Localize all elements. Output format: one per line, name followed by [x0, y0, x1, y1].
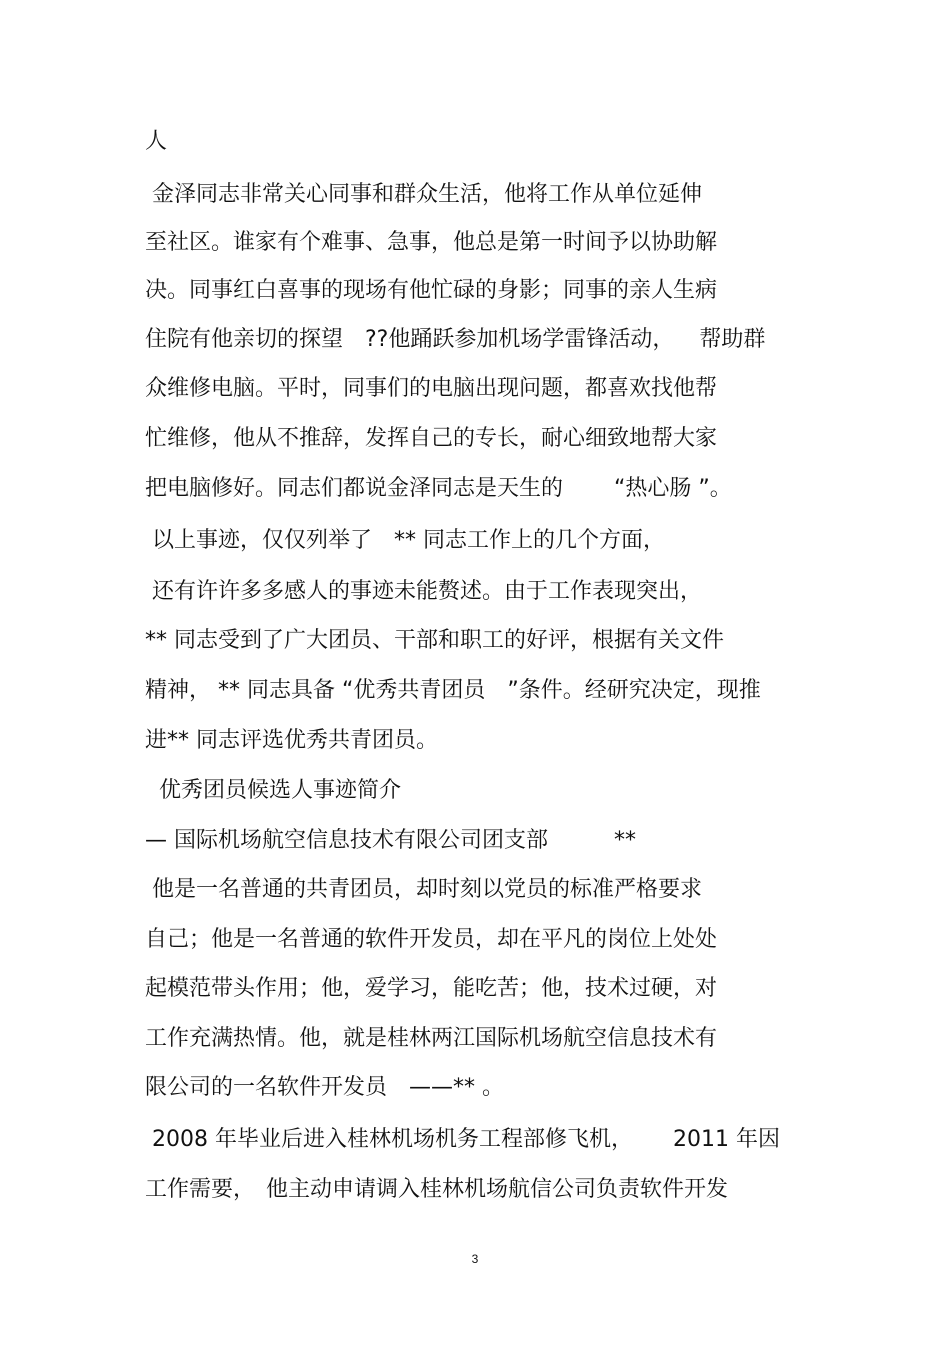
text-line: 把电脑修好。同志们都说金泽同志是天生的 “热心肠 ”。 [145, 476, 732, 501]
text-line: 他是一名普通的共青团员，却时刻以党员的标准严格要求 [145, 877, 702, 902]
text-line: 工作充满热情。他，就是桂林两江国际机场航空信息技术有 [145, 1026, 718, 1051]
text-line: 还有许许多多感人的事迹未能赘述。由于工作表现突出， [145, 579, 702, 604]
text-line: 忙维修，他从不推辞，发挥自己的专长，耐心细致地帮大家 [145, 426, 718, 451]
section-subtitle: — 国际机场航空信息技术有限公司团支部 ** [145, 828, 636, 853]
text-line: 至社区。谁家有个难事、急事，他总是第一时间予以协助解 [145, 230, 718, 255]
text-line: 限公司的一名软件开发员 ——** 。 [145, 1075, 504, 1100]
text-line: 工作需要， 他主动申请调入桂林机场航信公司负责软件开发 [145, 1177, 729, 1202]
text-line: 决。同事红白喜事的现场有他忙碌的身影；同事的亲人生病 [145, 278, 718, 303]
text-line: 以上事迹，仅仅列举了 ** 同志工作上的几个方面， [145, 528, 665, 553]
text-line: 住院有他亲切的探望 ??他踊跃参加机场学雷锋活动， 帮助群 [145, 327, 766, 352]
section-title: 优秀团员候选人事迹简介 [145, 778, 401, 803]
text-line: ** 同志受到了广大团员、干部和职工的好评，根据有关文件 [145, 628, 724, 653]
text-line: 人 [145, 129, 168, 154]
text-line: 精神， ** 同志具备 “优秀共青团员 ”条件。经研究决定，现推 [145, 678, 761, 703]
text-line: 2008 年毕业后进入桂林机场机务工程部修飞机， 2011 年因 [145, 1127, 780, 1152]
page-number: 3 [471, 1252, 479, 1266]
text-line: 自己；他是一名普通的软件开发员，却在平凡的岗位上处处 [145, 927, 718, 952]
text-line: 起模范带头作用；他，爱学习，能吃苦；他，技术过硬，对 [145, 976, 718, 1001]
text-line: 进** 同志评选优秀共青团员。 [145, 728, 438, 753]
text-line: 众维修电脑。平时，同事们的电脑出现问题，都喜欢找他帮 [145, 376, 718, 401]
text-line: 金泽同志非常关心同事和群众生活，他将工作从单位延伸 [145, 182, 702, 207]
